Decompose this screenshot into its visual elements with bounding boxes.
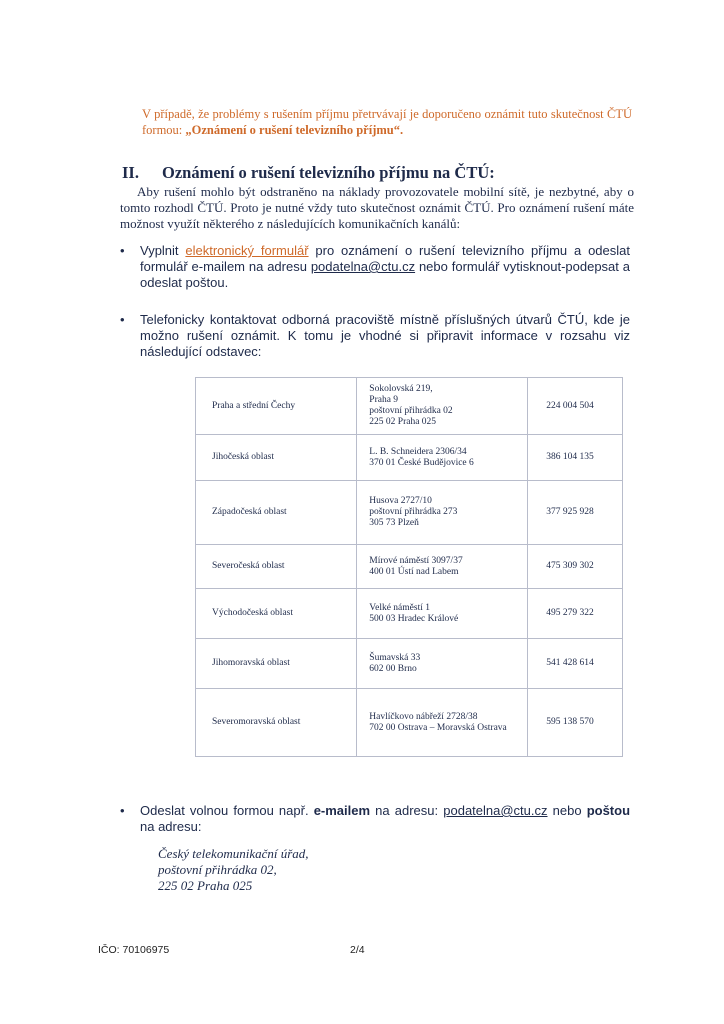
office-address-line: Sokolovská 219, [369, 384, 433, 394]
offices-table [195, 377, 623, 757]
office-address-line: 602 00 Brno [369, 663, 417, 674]
office-region: Severočeská oblast [196, 545, 357, 589]
office-address-line: Velké náměstí 1 [369, 602, 430, 613]
email-link-podatelna[interactable]: podatelna@ctu.cz [443, 803, 548, 818]
intro-paragraph [142, 106, 632, 138]
office-address-line: L. B. Schneidera 2306/34 [369, 446, 467, 457]
postal-address-line: 225 02 Praha 025 [158, 878, 253, 893]
office-phone: 224 004 504 [528, 378, 623, 435]
electronic-form-link[interactable]: elektronický formulář [185, 243, 309, 258]
office-region: Severomoravská oblast [196, 689, 357, 757]
office-phone: 475 309 302 [528, 545, 623, 589]
office-address [357, 589, 528, 639]
office-address-line: Šumavská 33 [369, 652, 421, 663]
office-region: Jihočeská oblast [196, 435, 357, 481]
bullet-phone-contact-text: Telefonicky kontaktovat odborná pracoviště místně příslušných útvarů ČTÚ, kde je možno rušení oznámit. K tomu je vhodné si připravit informace v rozsahu viz následující odstavec: [140, 312, 630, 359]
office-row [196, 378, 623, 435]
office-row [196, 435, 623, 481]
intro-text: V případě, že problémy s rušením příjmu přetrvávají je doporučeno oznámit tuto skutečnost ČTÚ formou: [142, 107, 632, 137]
office-region: Praha a střední Čechy [196, 378, 357, 435]
office-phone: 495 279 322 [528, 589, 623, 639]
office-row [196, 589, 623, 639]
office-address-line: 370 01 České Budějovice 6 [369, 457, 474, 468]
bullet-online-form-text: Vyplnit elektronický formulář pro oznámení o rušení televizního příjmu a odeslat formulář e-mailem na adresu podatelna@ctu.cz nebo formulář vytisknout-podepsat a odeslat poštou. [140, 243, 630, 290]
office-address-line: Praha 9 [369, 395, 399, 405]
office-address-line: 702 00 Ostrava – Moravská Ostrava [369, 722, 507, 733]
office-address-line: Husova 2727/10 [369, 496, 432, 506]
office-row [196, 481, 623, 545]
email-link-podatelna[interactable]: podatelna@ctu.cz [310, 259, 416, 274]
office-phone: 386 104 135 [528, 435, 623, 481]
office-region: Východočeská oblast [196, 589, 357, 639]
office-address-line: Mírové náměstí 3097/37 [369, 555, 463, 566]
office-phone: 377 925 928 [528, 481, 623, 545]
postal-address [158, 846, 309, 894]
office-row [196, 689, 623, 757]
office-address [357, 689, 528, 757]
office-address-line: 225 02 Praha 025 [369, 417, 437, 427]
office-region: Západočeská oblast [196, 481, 357, 545]
section-number: II. [122, 163, 139, 182]
office-address [357, 378, 528, 435]
postal-address-line: Český telekomunikační úřad, [158, 846, 309, 861]
postal-address-line: poštovní přihrádka 02, [158, 862, 277, 877]
section-paragraph: Aby rušení mohlo být odstraněno na náklady provozovatele mobilní sítě, je nezbytné, aby o tomto rozhodl ČTÚ. Proto je nutné vždy tuto skutečnost oznámit ČTÚ. Pro oznámení rušení máte možnost využít některého z následujících komunikačních kanálů: [120, 184, 634, 231]
office-address [357, 545, 528, 589]
office-region: Jihomoravská oblast [196, 639, 357, 689]
office-address-line: 305 73 Plzeň [369, 518, 419, 528]
section-heading [122, 163, 495, 183]
intro-bold-form-name: „Oznámení o rušení televizního příjmu“. [185, 123, 404, 137]
office-address [357, 435, 528, 481]
footer-ico: IČO: 70106975 [98, 944, 170, 956]
office-address-line: 400 01 Ústí nad Labem [369, 566, 459, 577]
bullet-dot: • [120, 243, 125, 258]
office-address-line: Havlíčkovo nábřeží 2728/38 [369, 711, 478, 722]
footer-page-number: 2/4 [350, 944, 365, 956]
office-address-line: poštovní přihrádka 273 [369, 507, 458, 517]
office-address-line: poštovní přihrádka 02 [369, 406, 453, 416]
office-phone: 595 138 570 [528, 689, 623, 757]
bullet-dot: • [120, 312, 125, 327]
section-title: Oznámení o rušení televizního příjmu na ČTÚ: [162, 163, 495, 182]
office-address [357, 639, 528, 689]
bullet-email-post-text: Odeslat volnou formou např. e-mailem na adresu: podatelna@ctu.cz nebo poštou na adresu: [140, 803, 631, 834]
office-address-line: 500 03 Hradec Králové [369, 613, 459, 624]
office-phone: 541 428 614 [528, 639, 623, 689]
office-row [196, 639, 623, 689]
office-address [357, 481, 528, 545]
office-row [196, 545, 623, 589]
bullet-dot: • [120, 803, 125, 818]
